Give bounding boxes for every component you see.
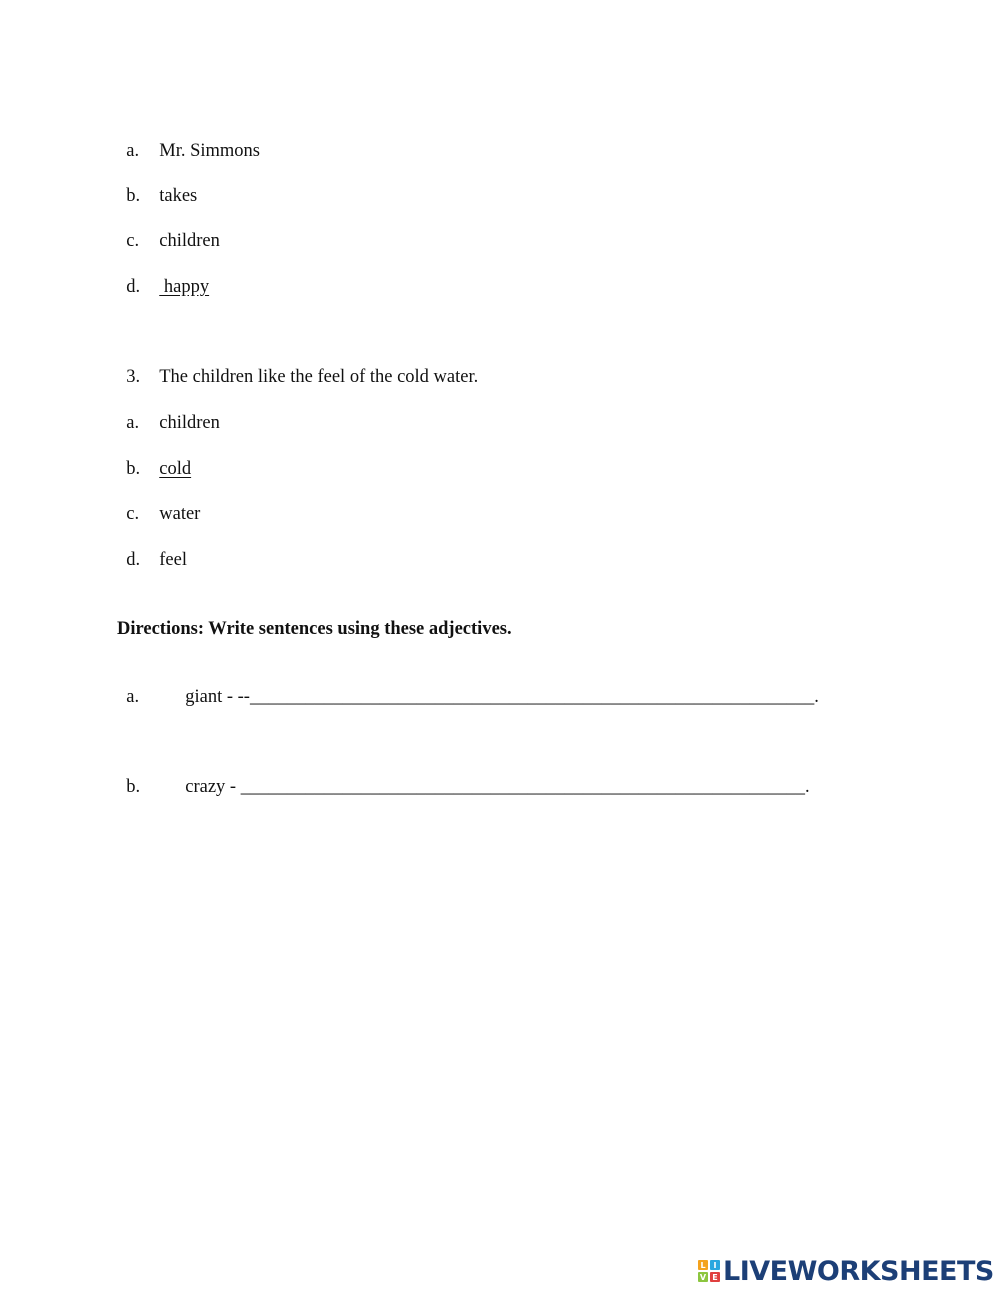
- q2-option-d[interactable]: [117, 254, 209, 298]
- q3-option-a[interactable]: [117, 390, 220, 434]
- option-text: takes: [159, 186, 198, 206]
- logo-tile: E: [710, 1272, 720, 1282]
- item-label: b.: [126, 777, 141, 797]
- option-text: water: [159, 504, 201, 524]
- option-text-underlined: happy: [159, 277, 210, 297]
- question-text: The children like the feel of the cold water.: [159, 367, 479, 387]
- q2-option-b[interactable]: [117, 163, 197, 207]
- liveworksheets-logo: [698, 1256, 994, 1286]
- q3-prompt: [117, 344, 478, 388]
- option-label: b.: [126, 186, 141, 206]
- option-text: children: [159, 413, 220, 433]
- logo-tiles-icon: [698, 1260, 720, 1282]
- logo-tile: V: [699, 1272, 707, 1282]
- directions-item-b[interactable]: [117, 754, 810, 798]
- item-answer-line[interactable]: giant - --_____________________________________________________________.: [185, 687, 819, 707]
- directions-heading: Directions: Write sentences using these adjectives.: [117, 619, 512, 639]
- option-label: c.: [126, 504, 140, 524]
- option-label: a.: [126, 413, 140, 433]
- option-text: Mr. Simmons: [159, 141, 260, 161]
- option-label: a.: [126, 141, 140, 161]
- option-text-underlined: cold: [159, 459, 192, 479]
- q2-option-a[interactable]: [117, 118, 260, 162]
- q3-option-d[interactable]: [117, 527, 187, 571]
- q2-option-c[interactable]: [117, 208, 220, 252]
- logo-tile: I: [710, 1260, 720, 1270]
- item-label: a.: [126, 687, 140, 707]
- option-text: children: [159, 231, 220, 251]
- option-text: feel: [159, 550, 187, 570]
- option-label: d.: [126, 550, 141, 570]
- logo-text: LIVEWORKSHEETS: [723, 1255, 994, 1287]
- logo-tile: L: [698, 1260, 708, 1270]
- directions-item-a[interactable]: [117, 664, 819, 708]
- option-label: c.: [126, 231, 140, 251]
- item-answer-line[interactable]: crazy - _____________________________________________________________.: [185, 777, 810, 797]
- option-label: b.: [126, 459, 141, 479]
- q3-option-b[interactable]: [117, 436, 191, 480]
- q3-option-c[interactable]: [117, 481, 200, 525]
- question-number: 3.: [126, 367, 141, 387]
- option-label: d.: [126, 277, 141, 297]
